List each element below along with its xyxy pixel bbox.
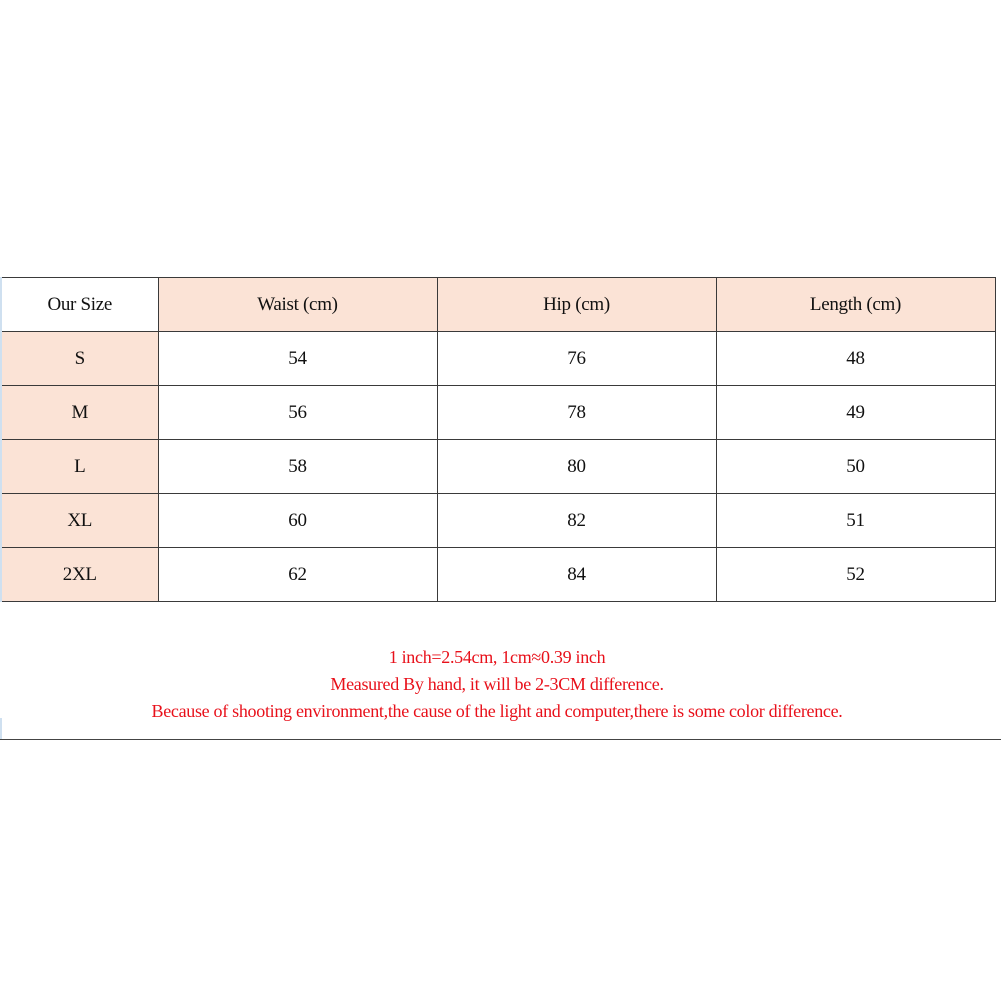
table-row bbox=[1, 386, 995, 440]
size-cell: L bbox=[1, 440, 158, 494]
table-row bbox=[1, 440, 995, 494]
size-notes bbox=[0, 644, 994, 725]
table-row bbox=[1, 494, 995, 548]
waist-cell: 58 bbox=[158, 440, 437, 494]
size-cell: 2XL bbox=[1, 548, 158, 602]
table-row bbox=[1, 332, 995, 386]
length-cell: 49 bbox=[716, 386, 995, 440]
waist-cell: 54 bbox=[158, 332, 437, 386]
header-hip: Hip (cm) bbox=[437, 278, 716, 332]
table-header-row bbox=[1, 278, 995, 332]
measurement-note: Measured By hand, it will be 2-3CM difference. bbox=[330, 674, 664, 694]
hip-cell: 82 bbox=[437, 494, 716, 548]
header-waist: Waist (cm) bbox=[158, 278, 437, 332]
header-our-size: Our Size bbox=[1, 278, 158, 332]
conversion-note: 1 inch=2.54cm, 1cm≈0.39 inch bbox=[388, 647, 606, 667]
length-cell: 52 bbox=[716, 548, 995, 602]
hip-cell: 80 bbox=[437, 440, 716, 494]
length-cell: 51 bbox=[716, 494, 995, 548]
waist-cell: 56 bbox=[158, 386, 437, 440]
size-cell: S bbox=[1, 332, 158, 386]
left-edge-mark bbox=[0, 718, 2, 740]
waist-cell: 60 bbox=[158, 494, 437, 548]
size-cell: M bbox=[1, 386, 158, 440]
bottom-divider bbox=[0, 739, 1001, 740]
header-length: Length (cm) bbox=[716, 278, 995, 332]
waist-cell: 62 bbox=[158, 548, 437, 602]
hip-cell: 76 bbox=[437, 332, 716, 386]
hip-cell: 84 bbox=[437, 548, 716, 602]
size-chart-table bbox=[0, 277, 996, 602]
length-cell: 48 bbox=[716, 332, 995, 386]
color-note: Because of shooting environment,the cause of the light and computer,there is some color difference. bbox=[151, 701, 843, 721]
length-cell: 50 bbox=[716, 440, 995, 494]
size-cell: XL bbox=[1, 494, 158, 548]
hip-cell: 78 bbox=[437, 386, 716, 440]
table-row bbox=[1, 548, 995, 602]
